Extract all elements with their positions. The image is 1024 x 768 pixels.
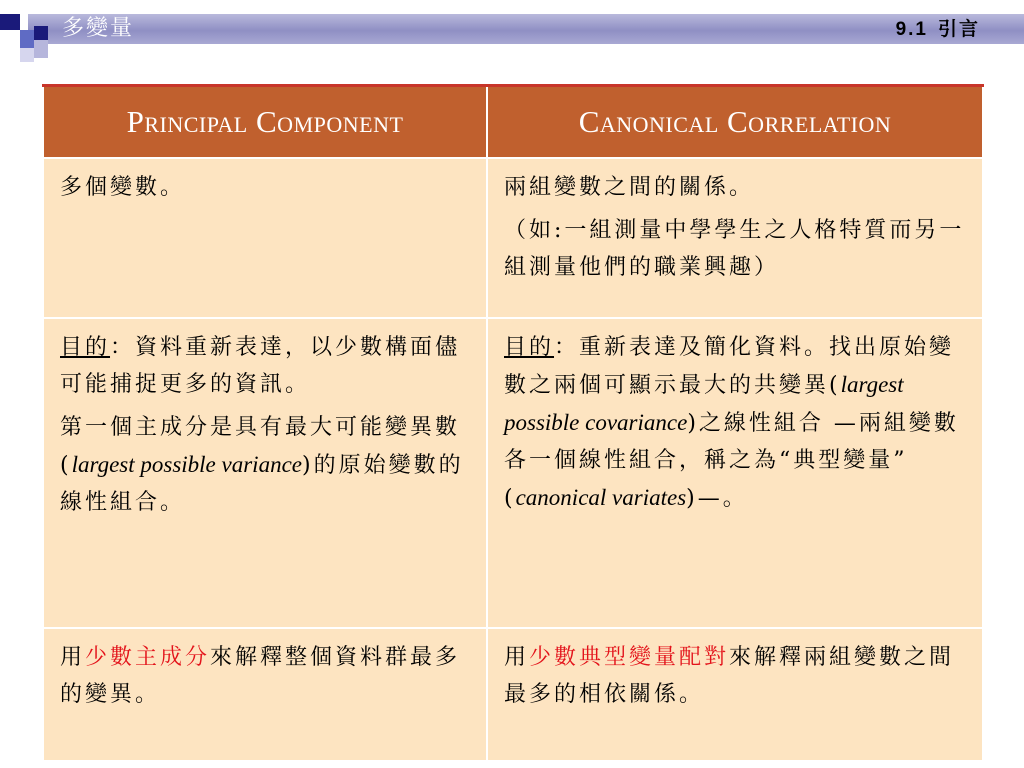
column-header-principal-component: Principal Component [43,86,487,159]
cell-text: 用 [60,645,86,670]
header-deco-square [34,40,48,58]
cell-text: 兩組變數之間的關係。 [504,175,755,200]
table-row [43,318,983,628]
cell-text: )之線性組合 —兩組變數各一個線性組合，稱之為“典型變量” ( [504,411,959,511]
section-number: 9.1 [895,19,928,40]
header-deco-square [20,48,34,62]
cell-italic-text: largest possible covariance [504,372,904,435]
cell-text: 來解釋兩組變數之間最多的相依關係。 [504,645,955,707]
cell-italic-text: canonical variates [515,485,687,510]
table-cell [43,628,487,761]
cell-text: )—。 [686,486,748,511]
header-deco-square [34,26,48,40]
cell-italic-text: largest possible variance [71,452,302,477]
cell-text: （如:一組測量中學學生之人格特質而另一組測量他們的職業興趣） [504,218,965,280]
section-label [896,13,980,45]
cell-paragraph [60,329,470,403]
table-header-row [43,86,983,159]
table-row [43,628,983,761]
cell-text: 第一個主成分是具有最大可能變異數( [60,415,461,478]
table-cell [487,628,983,761]
slide-title: 多變量 [62,16,135,41]
highlight-text: 少數主成分 [85,645,211,670]
cell-text: )的原始變數的線性組合。 [60,453,464,515]
section-title: 引言 [937,18,980,40]
cell-paragraph [504,639,966,713]
cell-text: 多個變數。 [60,175,186,200]
column-header-canonical-correlation: Canonical Correlation [487,86,983,159]
highlight-text: 少數典型變量配對 [529,645,730,670]
table-cell [43,158,487,318]
cell-text: ：重新表達及簡化資料。找出原始變數之兩個可顯示最大的共變異( [504,335,955,398]
cell-text: 來解釋整個資料群最多的變異。 [60,645,461,707]
table-cell [487,318,983,628]
cell-text: ：資料重新表達，以少數構面儘可能捕捉更多的資訊。 [60,335,461,397]
purpose-label: 目的 [60,335,111,360]
purpose-label: 目的 [504,335,555,360]
cell-paragraph [60,639,470,713]
header-band [28,14,1024,44]
cell-paragraph [60,409,470,521]
header-deco-square [20,30,34,48]
header-deco-square [0,14,20,30]
cell-paragraph [504,329,966,517]
table-cell [487,158,983,318]
table-cell [43,318,487,628]
comparison-table [42,84,984,762]
cell-text: 用 [504,645,530,670]
table-row [43,158,983,318]
